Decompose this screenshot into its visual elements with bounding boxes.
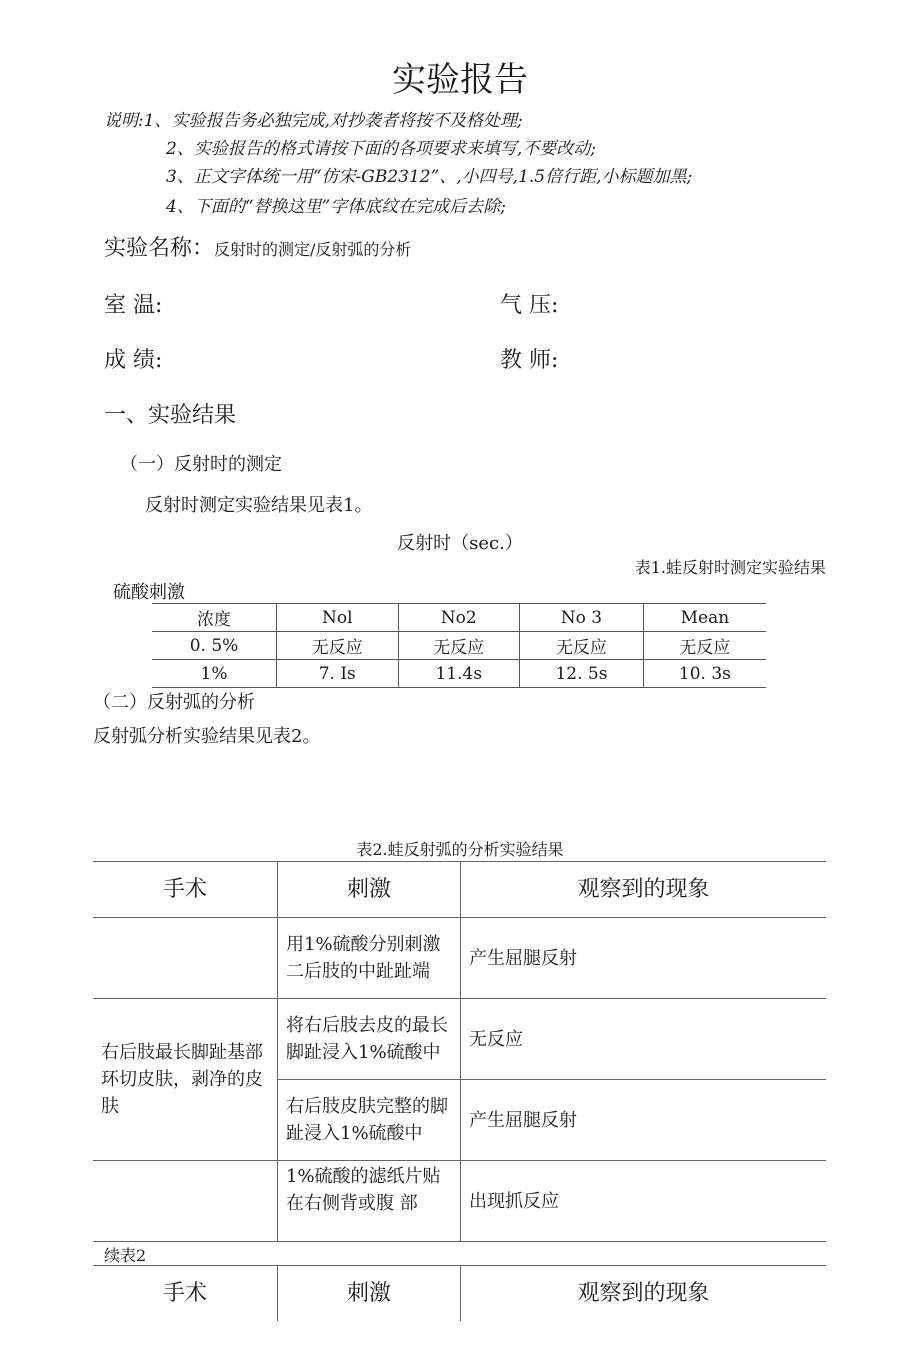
table-header-cell: Mean: [643, 604, 766, 632]
table-cell: 7. Is: [277, 660, 399, 688]
experiment-name-value: 反射时的测定/反射弧的分析: [214, 240, 412, 259]
table-row: [93, 918, 826, 999]
table-2-continued: [93, 1265, 826, 1321]
table-cell: 右后肢最长脚趾基部环切皮肤，剥净的皮肤: [93, 999, 278, 1161]
table-1-caption: 表1.蛙反射时测定实验结果: [634, 558, 826, 577]
table-header-cell: 手术: [93, 862, 278, 918]
table-cell: 产生屈腿反射: [461, 918, 827, 999]
table-header-cell: 观察到的现象: [461, 1266, 827, 1322]
subsection-1-text: 反射时测定实验结果见表1。: [145, 495, 373, 516]
table-header-cell: 观察到的现象: [461, 862, 827, 918]
continued-label: 续表2: [104, 1246, 147, 1265]
table-cell: 1%: [152, 660, 277, 688]
table-1: [152, 603, 766, 688]
table-cell: 12. 5s: [520, 660, 644, 688]
table-cell: 11.4s: [398, 660, 520, 688]
table-header-cell: 刺激: [278, 862, 461, 918]
table-2-caption: 表2.蛙反射弧的分析实验结果: [356, 840, 564, 859]
table-row: [93, 1161, 826, 1242]
note-line-3: 3、正文字体统一用“仿宋-GB2312”、,小四号,1.5倍行距,小标题加黑;: [166, 167, 693, 187]
table-cell: 10. 3s: [643, 660, 766, 688]
table-row: [152, 604, 766, 632]
table-header-cell: 浓度: [152, 604, 277, 632]
pressure-label: 气 压:: [500, 293, 559, 318]
table-cell: 将右后肢去皮的最长脚趾浸入1%硫酸中: [278, 999, 461, 1080]
table-row: [93, 1266, 826, 1322]
stimulus-label: 硫酸刺激: [113, 582, 185, 603]
table-cell: 无反应: [461, 999, 827, 1080]
room-temp-label: 室 温:: [104, 293, 163, 318]
table-cell: 出现抓反应: [461, 1161, 827, 1242]
section-heading: 一、实验结果: [104, 403, 237, 428]
table-header-cell: 手术: [93, 1266, 278, 1322]
experiment-name-label: 实验名称：: [104, 236, 215, 261]
note-line-1: 说明:1、实验报告务必独完成,对抄袭者将按不及格处理;: [104, 111, 523, 131]
unit-caption: 反射时（sec.）: [397, 533, 523, 554]
table-header-cell: No 3: [520, 604, 644, 632]
table-header-cell: 刺激: [278, 1266, 461, 1322]
note-line-2: 2、实验报告的格式请按下面的各项要求来填写,不要改动;: [166, 139, 596, 159]
table-cell: [93, 918, 278, 999]
table-row: [93, 999, 826, 1080]
table-row: [93, 862, 826, 918]
table-header-cell: Nol: [277, 604, 399, 632]
table-cell: 1%硫酸的滤纸片贴在右侧背或腹 部: [278, 1161, 461, 1242]
subsection-2-heading: （二）反射弧的分析: [93, 692, 255, 713]
experiment-name-row: [104, 231, 411, 262]
table-cell: 产生屈腿反射: [461, 1080, 827, 1161]
table-row: [152, 660, 766, 688]
table-cell: 0. 5%: [152, 632, 277, 660]
table-cell: 无反应: [277, 632, 399, 660]
note-line-4: 4、下面的“替换这里”字体底纹在完成后去除;: [166, 197, 506, 217]
table-header-cell: No2: [398, 604, 520, 632]
table-cell: 用1%硫酸分别刺激二后肢的中趾趾端: [278, 918, 461, 999]
table-cell: 无反应: [643, 632, 766, 660]
table-cell: 无反应: [520, 632, 644, 660]
table-row: [152, 632, 766, 660]
table-2: [93, 861, 826, 1242]
page-title: 实验报告: [392, 60, 528, 100]
score-label: 成 绩:: [104, 348, 163, 373]
table-cell: [93, 1161, 278, 1242]
table-cell: 无反应: [398, 632, 520, 660]
subsection-1-heading: （一）反射时的测定: [120, 454, 282, 475]
teacher-label: 教 师:: [500, 348, 559, 373]
subsection-2-text: 反射弧分析实验结果见表2。: [93, 726, 321, 747]
table-cell: 右后肢皮肤完整的脚趾浸入1%硫酸中: [278, 1080, 461, 1161]
